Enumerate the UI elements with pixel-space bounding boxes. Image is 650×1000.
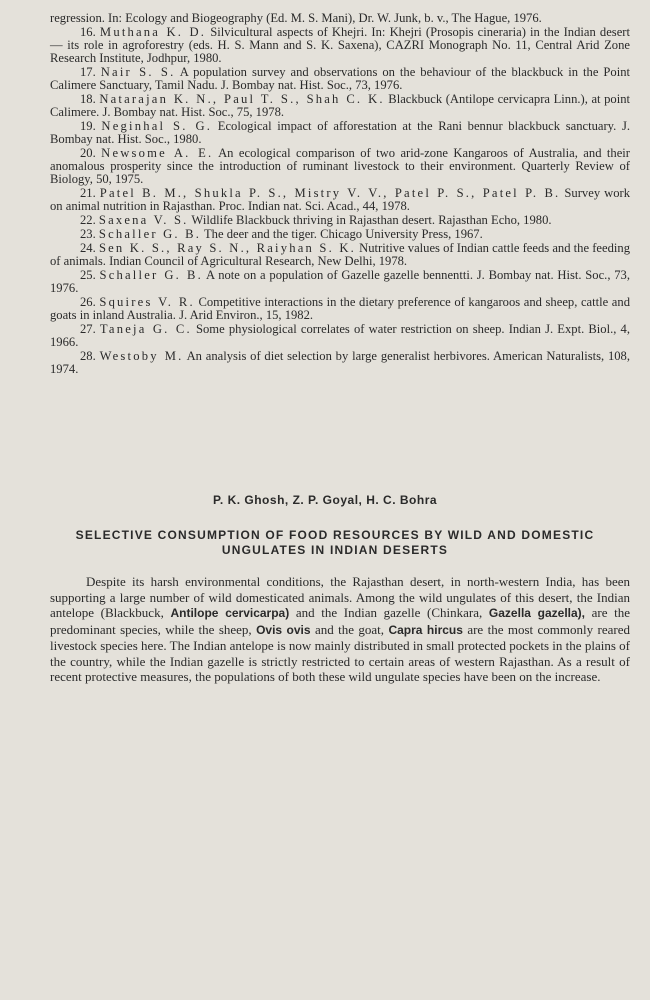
reference-author: Newsome A. E. — [101, 146, 214, 160]
reference-item — [50, 26, 630, 66]
paragraph-text: are the most commonly reared livestock species here. The Indian antelope is now mainly distributed in small protected pockets in the plains of the country, while the Indian gazelle is strictly restricted to certain areas of western Rajasthan. As a result of recent protective measures, the populations of both these wild ungulate species have been on the increase. — [50, 621, 630, 684]
reference-number: 19. — [80, 119, 96, 133]
reference-author: Squires V. R. — [99, 294, 195, 309]
paragraph-text: and the goat, — [314, 621, 385, 637]
reference-author: Nair S. S. — [100, 65, 176, 79]
species-name: Antilope cervicarpa) — [170, 606, 290, 620]
reference-text: regression. In: Ecology and Biogeography (Ed. M. S. Mani), Dr. W. Junk, b. v., The Hague, 1976. — [50, 11, 542, 25]
reference-number: 27. — [80, 321, 96, 336]
reference-item — [50, 323, 630, 349]
reference-item — [50, 93, 630, 119]
reference-number: 24. — [80, 240, 96, 255]
paragraph-text: are the predominant species, while the sheep, — [50, 605, 631, 637]
reference-number: 17. — [80, 65, 96, 79]
reference-text: Nutritive values of Indian cattle feeds and the feeding of animals. Indian Council of Agricultural Research, New Delhi, 1978. — [50, 240, 631, 268]
reference-author: Patel B. M., Shukla P. S., Mistry V. V., Patel P. S., Patel P. B. — [99, 186, 561, 201]
reference-item — [50, 187, 630, 213]
reference-author: Sen K. S., Ray S. N., Raiyhan S. K. — [98, 240, 356, 255]
reference-author: Westoby M. — [99, 348, 184, 363]
reference-text: A population survey and observations on the behaviour of the blackbuck in the Point Calimere Sanctuary, Tamil Nadu. J. Bombay nat. Hist. Soc., 73, 1976. — [50, 65, 631, 93]
paragraph-text: Despite its harsh environmental conditions, the Rajasthan desert, in north-western India, has been supporting a large number of wild domesticated animals. Among the wild ungulates of this desert, the Indian antelope (Blackbuck, — [50, 574, 630, 620]
reference-number: 21. — [80, 186, 96, 201]
species-name: Capra hircus — [388, 622, 463, 637]
reference-text: Some physiological correlates of water restriction on sheep. Indian J. Expt. Biol., 4, 1966. — [50, 321, 630, 349]
article-title — [40, 528, 630, 558]
reference-list — [50, 12, 630, 377]
reference-text: A note on a population of Gazelle gazelle bennentti. J. Bombay nat. Hist. Soc., 73, 1976. — [50, 267, 630, 295]
reference-text: The deer and the tiger. Chicago University Press, 1967. — [201, 227, 483, 241]
reference-text: Blackbuck (Antilope cervicapra Linn.), at point Calimere. J. Bombay nat. Hist. Soc., 75, 1978. — [50, 92, 631, 120]
article-title-line: UNGULATES IN INDIAN DESERTS — [221, 543, 449, 557]
reference-item — [50, 214, 630, 227]
reference-item — [50, 269, 630, 295]
reference-item — [50, 350, 630, 376]
reference-number: 22. — [80, 213, 96, 228]
reference-author: Taneja G. C. — [99, 321, 192, 336]
reference-item — [50, 66, 630, 92]
article-title-line: SELECTIVE CONSUMPTION OF FOOD RESOURCES BY WILD AND DOMESTIC — [75, 528, 595, 542]
reference-text: Competitive interactions in the dietary preference of kangaroos and sheep, cattle and goats in inland Australia. J. Arid Environ., 15, 1982. — [50, 294, 630, 322]
reference-item — [50, 242, 630, 268]
reference-number: 16. — [80, 24, 96, 39]
reference-text: An ecological comparison of two arid-zone Kangaroos of Australia, and their anomalous prosperity since the introduction of ruminant livestock to their environment. Quarterly Review of Biology, 50, 1975. — [50, 146, 630, 187]
article-paragraph — [50, 574, 630, 685]
reference-number: 25. — [80, 267, 96, 282]
reference-author: Neginhal S. G. — [101, 119, 213, 133]
reference-text: Wildlife Blackbuck thriving in Rajasthan desert. Rajasthan Echo, 1980. — [188, 213, 552, 228]
species-name: Ovis ovis — [256, 622, 311, 637]
reference-item — [50, 296, 630, 322]
reference-number: 26. — [80, 294, 96, 309]
reference-text: An analysis of diet selection by large generalist herbivores. American Naturalists, 108, 1974. — [50, 348, 630, 376]
reference-number: 20. — [80, 146, 96, 160]
reference-number: 18. — [80, 92, 96, 106]
reference-item — [50, 12, 630, 25]
reference-text: Ecological impact of afforestation at the Rani bennur blackbuck sanctuary. J. Bombay nat. Hist. Soc., 1980. — [50, 119, 631, 147]
reference-author: Natarajan K. N., Paul T. S., Shah C. K. — [99, 92, 385, 106]
reference-author: Schaller G. B. — [98, 227, 202, 241]
reference-text: Survey work on animal nutrition in Rajasthan. Proc. Indian nat. Sci. Acad., 44, 1978. — [50, 186, 631, 214]
reference-item — [50, 147, 630, 187]
reference-author: Muthana K. D. — [99, 24, 207, 39]
species-name: Gazella gazella), — [488, 606, 586, 620]
reference-author: Schaller G. B. — [99, 267, 203, 282]
reference-author: Saxena V. S. — [98, 213, 189, 228]
paragraph-text: and the Indian gazelle (Chinkara, — [295, 605, 483, 620]
reference-number: 28. — [80, 348, 96, 363]
reference-item — [50, 120, 630, 146]
article-authors: P. K. Ghosh, Z. P. Goyal, H. C. Bohra — [212, 493, 438, 507]
reference-text: Silvicultural aspects of Khejri. In: Khejri (Prosopis cineraria) in the Indian desert — its role in agroforestry (eds. H. S. Mann and S. K. Saxena), CAZRI Monograph No. 11, Central Arid Zone Research Institute, Jodhpur, 1980. — [50, 24, 630, 66]
reference-item — [50, 228, 630, 241]
reference-number: 23. — [80, 227, 96, 241]
